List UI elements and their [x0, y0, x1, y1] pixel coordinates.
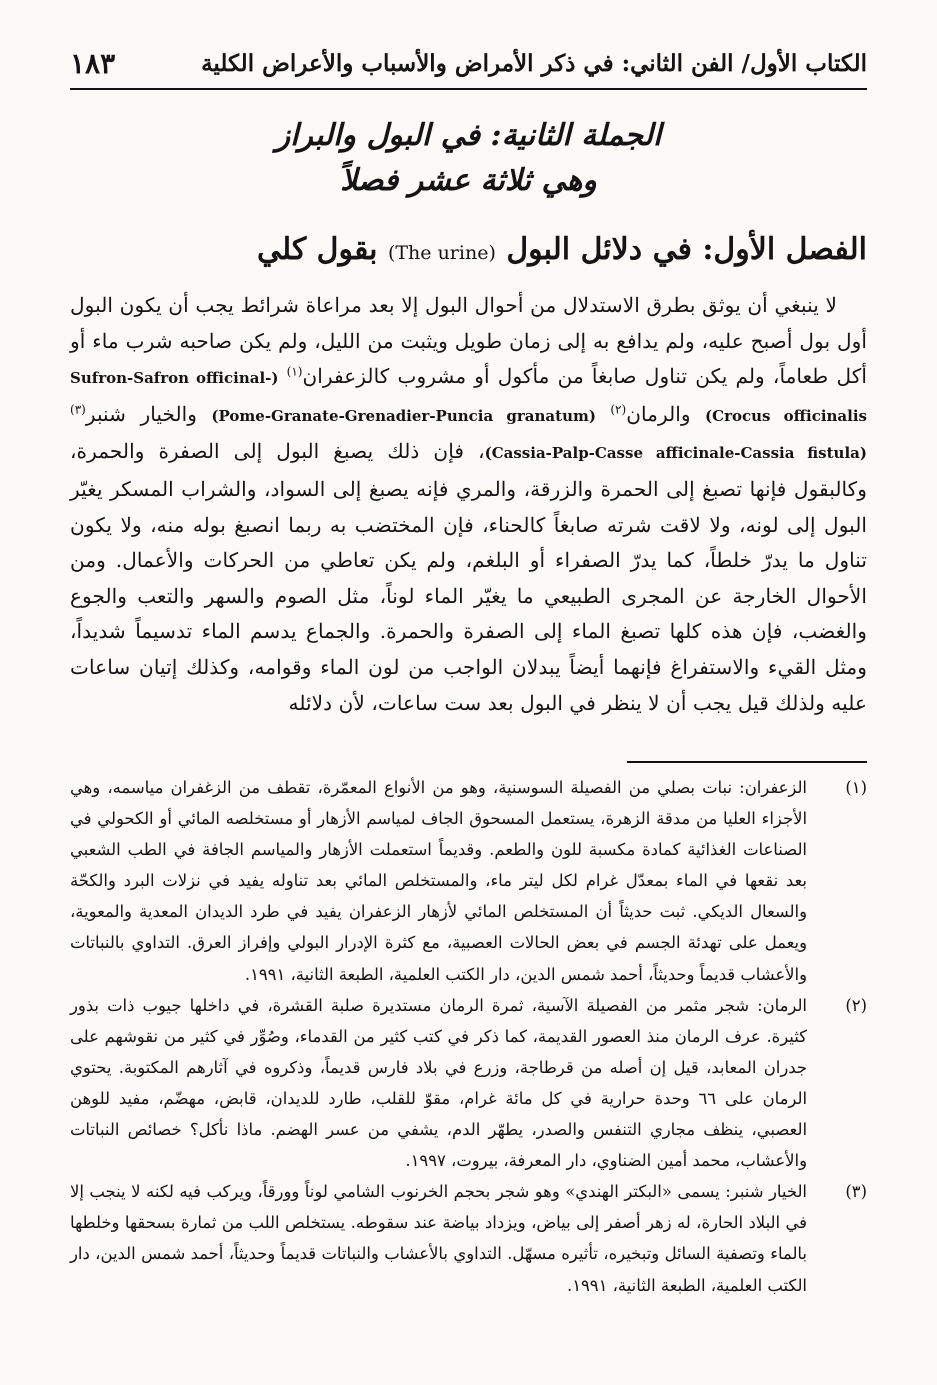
chapter-title-suffix: بقول كلي	[257, 232, 388, 267]
footnote-number: (٣)	[845, 1182, 867, 1202]
text-part-1: لا ينبغي أن يوثق بطرق الاستدلال من أحوال البول إلا بعد مراعاة شرائط يجب أن يكون البول أول بول أصبح عليه، ولم يدافع به إلى زمان طويل ويثبت من الليل، ولم يكن صاحبه شرب ماء أو أكل طعاماً، ولم يكن تناول صابغاً من مأكول أو مشروب كالزعفران	[70, 293, 868, 389]
footnote-text: الزعفران: نبات بصلي من الفصيلة السوسنية، وهو من الأنواع المعمّرة، تقطف من الزغفران مياسمه، وهي الأجزاء العليا من مدقة الزهرة، يستعمل المسحوق الجاف لمياسم الأزهار أو مستخلصه المائي أو الكحولي في الصناعات الغذائية كمادة مكسبة للون والطعم. وقديماً استعملت الأزهار والمياسم الجافة في الطب الشعبي بعد نقعها في الماء بمعدّل غرام لكل ليتر ماء، والمستخلص المائي بعد تناوله يفيد في نزلات البرد والكحّة والسعال الديكي. ثبت حديثاً أن المستخلص المائي لأزهار الزعفران يفيد في طرد الديدان المعدية والمعوية، ويعمل على تهدئة الجسم في بعض الحالات العصبية، مع كثرة الإدرار البولي وإفراز العرق. التداوي بالنباتات والأعشاب قديماً وحديثاً، أحمد شمس الدين، دار الكتب العلمية، الطبعة الثانية، ١٩٩١.	[70, 778, 807, 984]
footnote-number: (١)	[845, 778, 867, 797]
footnote-2	[70, 990, 867, 1177]
running-title: الكتاب الأول/ الفن الثاني: في ذكر الأمراض والأسباب والأعراض الكلية	[201, 49, 867, 77]
chapter-title-prefix: الفصل الأول: في دلائل البول	[495, 232, 867, 267]
chapter-heading	[70, 232, 867, 267]
section-title: الجملة الثانية: في البول والبراز	[275, 118, 662, 153]
footnote-3	[70, 1176, 867, 1300]
latin-term-cassia: (Cassia-Palp-Casse afficinale-Cassia fistula)	[484, 444, 867, 463]
footnote-ref-2[interactable]: (٢)	[610, 402, 627, 417]
latin-term-saffron: (Sufron-Safron officinal-Crocus officinalis)	[70, 369, 867, 425]
footnote-1	[70, 772, 867, 990]
text-part-2: والرمان	[626, 401, 691, 426]
text-part-4: ، فإن ذلك يصبغ البول إلى الصفرة والحمرة، وكالبقول فإنها تصبغ إلى الحمرة والزرقة، والمري فإنه يصبغ إلى السواد، والشراب المسكر يغيّر البول إلى لونه، ولا لاقت شرته صابغاً كالحناء، فإن المختضب به ربما انصبغ بوله منه، ولا يكون تناول ما يدرّ خلطاً، كما يدرّ الصفراء أو البلغم، ولم يكن تعاطي من الحركات والأعمال. ومن الأحوال الخارجة عن المجرى الطبيعي ما يغيّر الماء لوناً، مثل الصوم والسهر والتعب والجوع والغضب، فإن هذه كلها تصبغ الماء إلى الصفرة والحمرة. والجماع يدسم الماء تدسيماً شديداً، ومثل القيء والاستفراغ فإنهما أيضاً يبدلان الواجب من لون الماء وقوامه، وكذلك إتيان ساعات عليه ولذلك قيل يجب أن لا ينظر في البول بعد ست ساعات، لأن دلائله	[70, 439, 867, 715]
main-text	[70, 288, 867, 721]
footnote-ref-1[interactable]: (١)	[286, 364, 303, 379]
footnote-number: (٢)	[845, 995, 867, 1015]
text-part-3: والخيار شنبر	[85, 401, 198, 426]
footnote-text: الرمان: شجر مثمر من الفصيلة الآسية، ثمرة الرمان مستديرة صلبة القشرة، في داخلها جيوب ذات بذور كثيرة. عرف الرمان منذ العصور القديمة، كما ذكر في كتب كثير من القدماء، وصُوِّر في كثير من نقوشهم على جدران المعابد، قيل إن أصله من قرطاجة، وزرع في بلاد فارس قديماً، وذكروه في آثارهم المكتوبة. يحتوي الرمان على ٦٦ وحدة حرارية في كل مائة غرام، مقوّ للقلب، طارد للديدان، قابض، مهضّم، مفيد للوهن العصبي، ينظف مجاري التنفس والصدر، يطهّر الدم، يشفي من عسر الهضم. ماذا نأكل؟ خصائص النباتات والأعشاب، محمد أمين الضناوي، دار المعرفة، بيروت، ١٩٩٧.	[70, 995, 807, 1171]
page-header	[70, 38, 867, 90]
chapter-latin-term: (The urine)	[387, 242, 496, 264]
footnote-ref-3[interactable]: (٣)	[70, 402, 86, 417]
main-paragraph	[70, 288, 867, 721]
footnote-separator	[627, 761, 867, 763]
latin-term-pomegranate: (Pome-Granate-Grenadier-Puncia granatum)	[211, 406, 596, 425]
footnote-text: الخيار شنبر: يسمى «البكتر الهندي» وهو شجر بحجم الخرنوب الشامي لوناً وورقاً، ويركب فيه لكنه لا ينجب إلا في البلاد الحارة، له زهر أصفر إلى بياض، ويزداد بياضة عند سقوطه. يستخلص اللب من ثمارة بسحقها وخلطها بالماء وتصفية السائل وتبخيره، تأثيره مسهّل. التداوي بالأعشاب والنباتات قديماً وحديثاً، أحمد شمس الدين، دار الكتب العلمية، الطبعة الثانية، ١٩٩١.	[70, 1182, 807, 1295]
page-number: ١٨٣	[70, 46, 116, 80]
section-subtitle: وهي ثلاثة عشر فصلاً	[340, 163, 597, 198]
footnotes	[70, 772, 867, 1301]
